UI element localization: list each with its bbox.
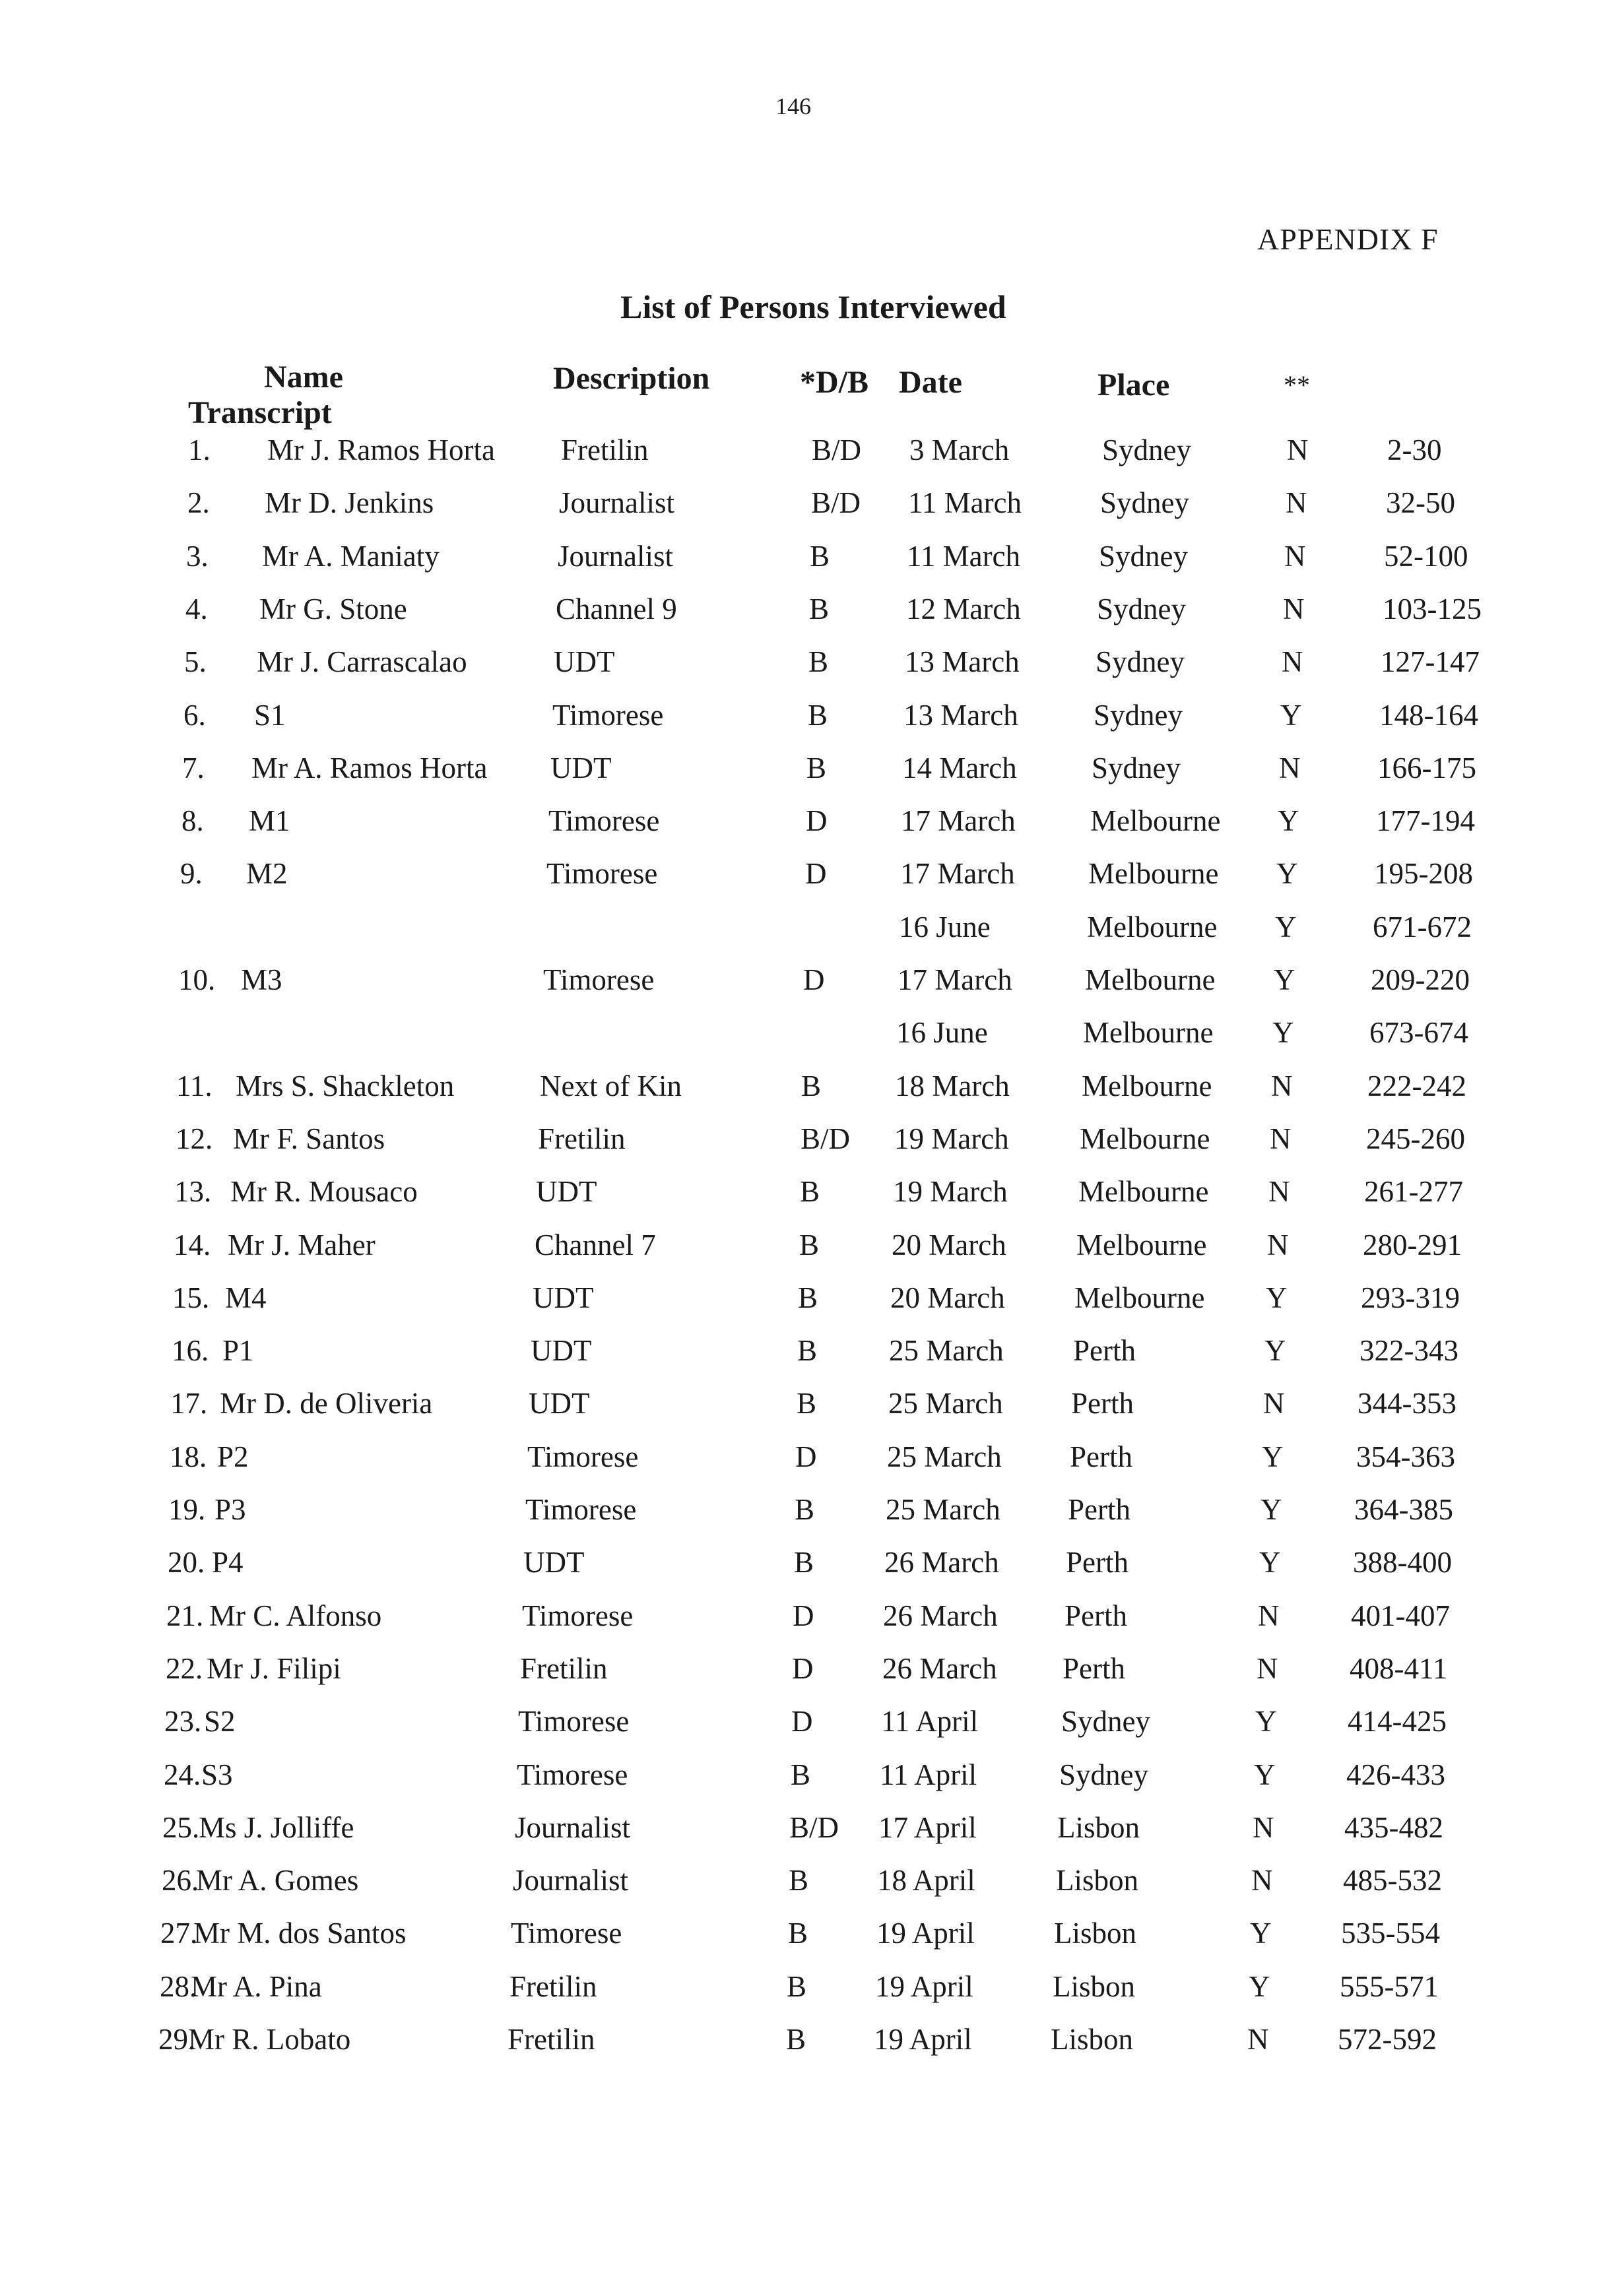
row-place: Melbourne xyxy=(1083,1016,1214,1049)
row-description: Timorese xyxy=(543,963,655,996)
row-description: UDT xyxy=(533,1281,594,1314)
row-pages: 245-260 xyxy=(1366,1122,1465,1155)
row-date: 25 March xyxy=(886,1493,1000,1526)
column-header-place: Place xyxy=(1097,367,1170,402)
table-row xyxy=(0,486,1605,525)
row-date: 25 March xyxy=(889,1334,1004,1367)
row-date: 19 April xyxy=(875,1970,973,2003)
table-row xyxy=(0,1863,1605,1903)
row-flag: Y xyxy=(1278,804,1299,837)
row-pages: 280-291 xyxy=(1363,1228,1462,1261)
row-flag: N xyxy=(1263,1387,1285,1420)
row-name: Mr R. Lobato xyxy=(188,2023,351,2056)
row-flag: N xyxy=(1284,540,1306,573)
row-pages: 572-592 xyxy=(1338,2023,1437,2056)
table-row xyxy=(0,1916,1605,1956)
row-description: Timorese xyxy=(522,1599,634,1632)
row-place: Sydney xyxy=(1061,1705,1150,1738)
row-pages: 354-363 xyxy=(1356,1440,1455,1473)
row-number: 1. xyxy=(188,433,211,466)
row-place: Melbourne xyxy=(1087,910,1218,943)
row-flag: N xyxy=(1279,751,1301,784)
row-number: 17. xyxy=(170,1387,208,1420)
row-place: Perth xyxy=(1066,1546,1129,1579)
row-name: Mr A. Ramos Horta xyxy=(251,751,488,784)
row-number: 7. xyxy=(182,751,205,784)
row-pages: 485-532 xyxy=(1343,1864,1442,1897)
row-pages: 673-674 xyxy=(1369,1016,1468,1049)
row-name: Mr A. Pina xyxy=(191,1970,322,2003)
row-name: Mr F. Santos xyxy=(233,1122,385,1155)
row-db: B/D xyxy=(811,486,861,519)
row-db: B xyxy=(797,1387,817,1420)
row-date: 17 April xyxy=(878,1811,977,1844)
row-description: Timorese xyxy=(517,1758,628,1791)
row-description: Next of Kin xyxy=(540,1069,682,1102)
row-flag: Y xyxy=(1259,1546,1281,1579)
row-name: M3 xyxy=(241,963,282,996)
row-number: 11. xyxy=(176,1069,213,1102)
table-row xyxy=(0,1651,1605,1691)
row-name: S2 xyxy=(204,1705,236,1738)
row-date: 12 March xyxy=(906,592,1021,625)
table-row xyxy=(0,1704,1605,1744)
row-date: 19 April xyxy=(874,2023,972,2056)
row-place: Perth xyxy=(1068,1493,1130,1526)
row-description: Timorese xyxy=(525,1493,637,1526)
row-description: Fretilin xyxy=(508,2023,595,2056)
row-flag: Y xyxy=(1262,1440,1284,1473)
row-description: Channel 9 xyxy=(556,592,677,625)
row-pages: 209-220 xyxy=(1371,963,1470,996)
row-date: 25 March xyxy=(887,1440,1002,1473)
row-pages: 222-242 xyxy=(1367,1069,1466,1102)
row-db: B xyxy=(809,592,830,625)
row-flag: Y xyxy=(1254,1758,1276,1791)
row-description: Journalist xyxy=(513,1864,628,1897)
row-number: 24. xyxy=(164,1758,201,1791)
row-date: 3 March xyxy=(909,433,1010,466)
row-name: P1 xyxy=(222,1334,254,1367)
row-description: UDT xyxy=(531,1334,592,1367)
row-name: M2 xyxy=(246,857,288,890)
row-flag: Y xyxy=(1272,1016,1294,1049)
row-date: 16 June xyxy=(896,1016,988,1049)
row-description: Fretilin xyxy=(509,1970,597,2003)
row-number: 8. xyxy=(181,804,204,837)
row-db: D xyxy=(803,963,825,996)
row-date: 17 March xyxy=(898,963,1012,996)
table-row xyxy=(0,698,1605,738)
row-pages: 293-319 xyxy=(1361,1281,1460,1314)
row-place: Lisbon xyxy=(1053,1970,1136,2003)
table-row xyxy=(0,1122,1605,1161)
row-place: Melbourne xyxy=(1076,1228,1207,1261)
row-name: S1 xyxy=(254,699,286,732)
row-flag: Y xyxy=(1266,1281,1288,1314)
row-name: M4 xyxy=(225,1281,267,1314)
row-place: Sydney xyxy=(1092,751,1181,784)
row-db: D xyxy=(791,1705,813,1738)
row-place: Perth xyxy=(1073,1334,1136,1367)
row-db: B xyxy=(791,1758,811,1791)
row-pages: 535-554 xyxy=(1341,1917,1440,1950)
row-db: B xyxy=(786,2023,806,2056)
row-number: 21. xyxy=(166,1599,204,1632)
row-pages: 177-194 xyxy=(1376,804,1475,837)
row-flag: N xyxy=(1287,433,1309,466)
row-pages: 388-400 xyxy=(1353,1546,1452,1579)
row-name: Mr G. Stone xyxy=(259,592,407,625)
table-row xyxy=(0,1810,1605,1850)
row-place: Melbourne xyxy=(1074,1281,1205,1314)
row-place: Sydney xyxy=(1099,540,1188,573)
table-row xyxy=(0,856,1605,896)
row-place: Lisbon xyxy=(1051,2023,1134,2056)
row-description: Timorese xyxy=(527,1440,639,1473)
table-row xyxy=(0,1969,1605,2009)
column-header-transcript: Transcript xyxy=(188,395,332,430)
row-description: Journalist xyxy=(559,486,674,519)
row-date: 16 June xyxy=(899,910,991,943)
row-name: Mr D. de Oliveria xyxy=(220,1387,433,1420)
row-description: Fretilin xyxy=(561,433,649,466)
row-place: Sydney xyxy=(1100,486,1189,519)
row-pages: 435-482 xyxy=(1344,1811,1443,1844)
row-db: B xyxy=(789,1864,809,1897)
row-flag: N xyxy=(1282,645,1303,678)
row-db: B xyxy=(808,699,828,732)
row-db: B xyxy=(795,1493,815,1526)
row-db: D xyxy=(806,804,828,837)
table-row xyxy=(0,1281,1605,1320)
row-db: B xyxy=(798,1281,818,1314)
row-flag: N xyxy=(1267,1228,1289,1261)
row-pages: 32-50 xyxy=(1386,486,1455,519)
row-place: Lisbon xyxy=(1054,1917,1137,1950)
row-number: 12. xyxy=(176,1122,213,1155)
row-name: Mr J. Filipi xyxy=(207,1652,341,1685)
row-name: Mr C. Alfonso xyxy=(209,1599,382,1632)
row-date: 19 April xyxy=(876,1917,975,1950)
row-flag: Y xyxy=(1250,1917,1272,1950)
row-name: S3 xyxy=(201,1758,233,1791)
page-number: 146 xyxy=(775,93,811,119)
row-db: B/D xyxy=(801,1122,851,1155)
row-name: P2 xyxy=(217,1440,249,1473)
row-pages: 127-147 xyxy=(1381,645,1480,678)
row-place: Lisbon xyxy=(1057,1811,1140,1844)
column-header-name: Name xyxy=(264,360,343,395)
row-description: UDT xyxy=(554,645,615,678)
appendix-label: APPENDIX F xyxy=(1257,222,1439,256)
table-row xyxy=(0,1440,1605,1479)
row-date: 14 March xyxy=(902,751,1017,784)
row-flag: Y xyxy=(1274,963,1295,996)
row-place: Perth xyxy=(1063,1652,1125,1685)
row-pages: 408-411 xyxy=(1350,1652,1448,1685)
row-number: 15. xyxy=(172,1281,210,1314)
row-name: Ms J. Jolliffe xyxy=(199,1811,354,1844)
row-flag: N xyxy=(1251,1864,1273,1897)
row-number: 29. xyxy=(158,2023,196,2056)
row-flag: N xyxy=(1258,1599,1280,1632)
row-place: Sydney xyxy=(1059,1758,1148,1791)
row-pages: 401-407 xyxy=(1351,1599,1450,1632)
row-name: P4 xyxy=(212,1546,244,1579)
row-db: B/D xyxy=(789,1811,839,1844)
row-db: D xyxy=(795,1440,817,1473)
table-row xyxy=(0,1386,1605,1426)
row-db: B xyxy=(808,645,829,678)
row-flag: N xyxy=(1270,1122,1292,1155)
row-place: Sydney xyxy=(1096,645,1185,678)
table-row xyxy=(0,433,1605,472)
row-date: 18 March xyxy=(895,1069,1010,1102)
row-flag: Y xyxy=(1249,1970,1270,2003)
row-number: 26. xyxy=(162,1864,199,1897)
row-db: B xyxy=(794,1546,814,1579)
column-header-description: Description xyxy=(553,361,710,396)
row-pages: 555-571 xyxy=(1340,1970,1439,2003)
row-db: B xyxy=(806,751,827,784)
row-flag: N xyxy=(1268,1175,1290,1208)
column-header-date: Date xyxy=(899,365,962,400)
table-row xyxy=(0,1545,1605,1585)
row-date: 17 March xyxy=(900,857,1015,890)
row-db: B xyxy=(788,1917,808,1950)
row-db: B xyxy=(810,540,830,573)
row-name: Mr J. Carrascalao xyxy=(257,645,467,678)
row-pages: 166-175 xyxy=(1377,751,1476,784)
row-name: Mr J. Ramos Horta xyxy=(267,433,495,466)
row-number: 27. xyxy=(160,1917,198,1950)
table-row xyxy=(0,1333,1605,1373)
row-number: 25. xyxy=(162,1811,200,1844)
row-flag: Y xyxy=(1264,1334,1286,1367)
table-row xyxy=(0,804,1605,843)
row-number: 6. xyxy=(183,699,206,732)
row-flag: N xyxy=(1253,1811,1274,1844)
row-number: 4. xyxy=(185,592,208,625)
row-number: 13. xyxy=(174,1175,212,1208)
row-db: B xyxy=(797,1334,818,1367)
row-name: Mr M. dos Santos xyxy=(193,1917,407,1950)
column-header-flag: ** xyxy=(1284,370,1310,400)
row-pages: 261-277 xyxy=(1364,1175,1463,1208)
row-name: Mr D. Jenkins xyxy=(265,486,434,519)
table-row xyxy=(0,592,1605,631)
row-number: 10. xyxy=(178,963,216,996)
row-flag: Y xyxy=(1280,699,1302,732)
row-description: UDT xyxy=(523,1546,585,1579)
row-date: 20 March xyxy=(890,1281,1005,1314)
row-description: Fretilin xyxy=(520,1652,608,1685)
row-description: UDT xyxy=(550,751,612,784)
table-row xyxy=(0,539,1605,579)
row-number: 22. xyxy=(166,1652,203,1685)
row-description: Timorese xyxy=(552,699,664,732)
row-place: Melbourne xyxy=(1088,857,1219,890)
row-place: Melbourne xyxy=(1090,804,1221,837)
row-pages: 148-164 xyxy=(1379,699,1478,732)
row-description: Timorese xyxy=(518,1705,630,1738)
row-number: 3. xyxy=(186,540,209,573)
row-db: D xyxy=(792,1652,814,1685)
row-pages: 103-125 xyxy=(1383,592,1482,625)
row-number: 9. xyxy=(180,857,203,890)
row-flag: N xyxy=(1283,592,1305,625)
row-number: 23. xyxy=(164,1705,202,1738)
row-description: UDT xyxy=(529,1387,590,1420)
row-number: 5. xyxy=(184,645,207,678)
row-description: UDT xyxy=(536,1175,597,1208)
row-db: B xyxy=(800,1175,820,1208)
row-description: Journalist xyxy=(515,1811,630,1844)
row-place: Melbourne xyxy=(1085,963,1216,996)
row-place: Perth xyxy=(1071,1387,1134,1420)
row-name: Mr A. Gomes xyxy=(196,1864,359,1897)
row-place: Sydney xyxy=(1097,592,1186,625)
table-row xyxy=(0,963,1605,1002)
column-header-db: *D/B xyxy=(800,365,869,400)
row-date: 19 March xyxy=(894,1122,1009,1155)
row-place: Sydney xyxy=(1102,433,1191,466)
row-date: 20 March xyxy=(892,1228,1006,1261)
row-flag: Y xyxy=(1261,1493,1282,1526)
row-date: 19 March xyxy=(893,1175,1008,1208)
row-place: Melbourne xyxy=(1080,1122,1210,1155)
row-pages: 426-433 xyxy=(1346,1758,1445,1791)
row-number: 28. xyxy=(160,1970,197,2003)
table-row xyxy=(0,1069,1605,1108)
row-place: Sydney xyxy=(1094,699,1183,732)
row-flag: N xyxy=(1247,2023,1269,2056)
row-description: Fretilin xyxy=(538,1122,626,1155)
row-db: B xyxy=(801,1069,822,1102)
row-number: 16. xyxy=(172,1334,209,1367)
row-number: 14. xyxy=(174,1228,211,1261)
row-date: 26 March xyxy=(882,1652,997,1685)
row-name: Mr J. Maher xyxy=(228,1228,376,1261)
row-number: 20. xyxy=(168,1546,205,1579)
row-flag: Y xyxy=(1275,910,1297,943)
row-pages: 195-208 xyxy=(1374,857,1473,890)
row-name: Mrs S. Shackleton xyxy=(236,1069,455,1102)
row-flag: Y xyxy=(1255,1705,1277,1738)
row-description: Journalist xyxy=(558,540,673,573)
row-description: Channel 7 xyxy=(535,1228,656,1261)
row-db: B xyxy=(799,1228,820,1261)
row-pages: 2-30 xyxy=(1387,433,1442,466)
table-row xyxy=(0,1174,1605,1214)
table-row xyxy=(0,1228,1605,1267)
row-place: Melbourne xyxy=(1078,1175,1209,1208)
row-flag: N xyxy=(1257,1652,1278,1685)
row-db: D xyxy=(805,857,827,890)
table-row xyxy=(0,751,1605,790)
table-row xyxy=(0,645,1605,684)
row-description: Timorese xyxy=(548,804,660,837)
row-date: 13 March xyxy=(903,699,1018,732)
row-pages: 322-343 xyxy=(1359,1334,1458,1367)
row-number: 18. xyxy=(170,1440,207,1473)
row-date: 13 March xyxy=(905,645,1020,678)
row-description: Timorese xyxy=(511,1917,622,1950)
row-pages: 52-100 xyxy=(1384,540,1468,573)
row-db: B xyxy=(787,1970,807,2003)
row-date: 17 March xyxy=(901,804,1016,837)
row-date: 11 April xyxy=(881,1705,979,1738)
row-name: M1 xyxy=(249,804,290,837)
row-flag: N xyxy=(1271,1069,1293,1102)
table-row xyxy=(0,1015,1605,1055)
table-row xyxy=(0,1599,1605,1638)
row-pages: 344-353 xyxy=(1358,1387,1457,1420)
row-date: 26 March xyxy=(883,1599,998,1632)
row-pages: 414-425 xyxy=(1348,1705,1447,1738)
row-name: P3 xyxy=(214,1493,246,1526)
row-place: Perth xyxy=(1070,1440,1132,1473)
row-date: 18 April xyxy=(877,1864,975,1897)
row-db: B/D xyxy=(812,433,862,466)
table-row xyxy=(0,1492,1605,1532)
table-row xyxy=(0,910,1605,949)
row-place: Melbourne xyxy=(1082,1069,1212,1102)
row-number: 2. xyxy=(187,486,210,519)
row-date: 11 March xyxy=(908,486,1022,519)
row-date: 11 April xyxy=(880,1758,977,1791)
table-row xyxy=(0,2022,1605,2062)
table-row xyxy=(0,1758,1605,1797)
row-pages: 671-672 xyxy=(1373,910,1472,943)
row-place: Perth xyxy=(1065,1599,1127,1632)
row-date: 25 March xyxy=(888,1387,1003,1420)
row-name: Mr R. Mousaco xyxy=(230,1175,418,1208)
page-title: List of Persons Interviewed xyxy=(620,288,1006,325)
row-description: Timorese xyxy=(546,857,658,890)
row-pages: 364-385 xyxy=(1354,1493,1453,1526)
row-flag: N xyxy=(1286,486,1307,519)
row-date: 11 March xyxy=(907,540,1021,573)
row-flag: Y xyxy=(1276,857,1298,890)
row-date: 26 March xyxy=(884,1546,999,1579)
row-name: Mr A. Maniaty xyxy=(262,540,440,573)
row-db: D xyxy=(793,1599,814,1632)
row-number: 19. xyxy=(168,1493,206,1526)
row-place: Lisbon xyxy=(1056,1864,1139,1897)
